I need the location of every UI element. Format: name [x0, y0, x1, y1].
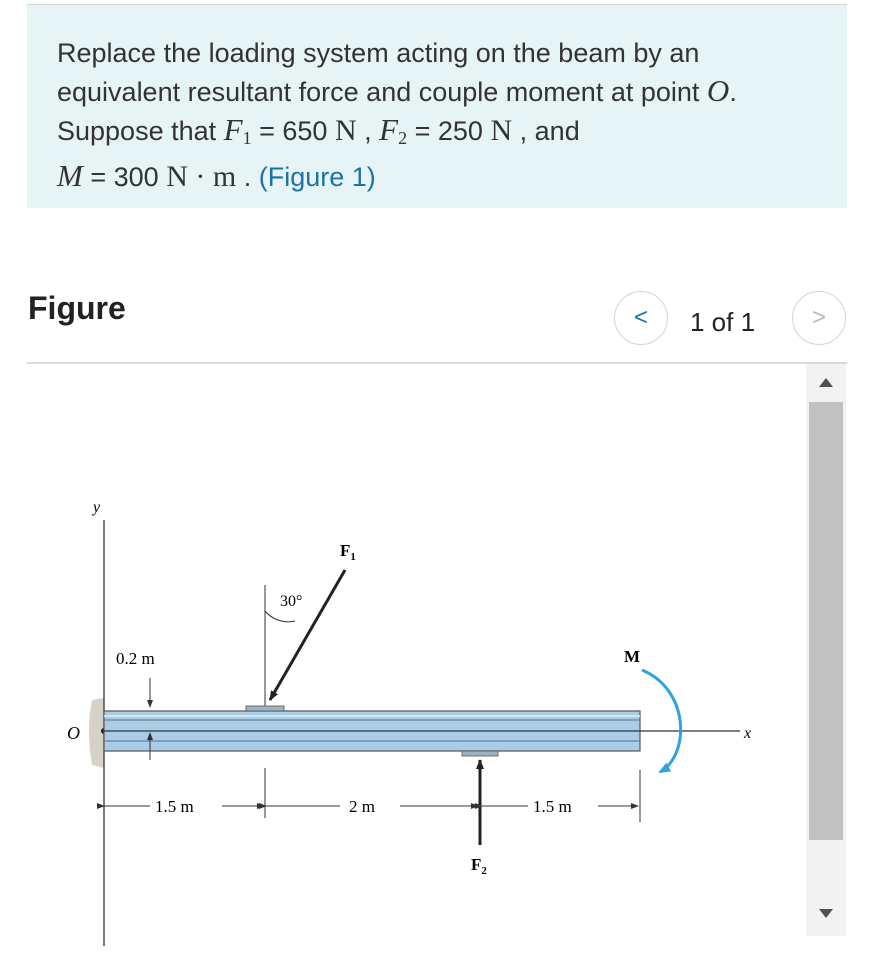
- dim-2m: 2 m: [349, 797, 375, 816]
- angle-label: 30°: [280, 593, 303, 610]
- f1-value: = 650: [259, 116, 328, 146]
- dim-0-2m: 0.2 m: [116, 649, 155, 668]
- page-count: 1 of 1: [690, 307, 756, 337]
- angle-arc: [265, 611, 295, 622]
- m-value: = 300: [90, 162, 159, 192]
- x-axis-label: x: [744, 725, 752, 742]
- y-axis-label: y: [93, 499, 101, 516]
- figure-title: Figure: [28, 290, 126, 326]
- problem-line-1: Replace the loading system acting on the beam by an: [57, 38, 700, 68]
- figure-link[interactable]: Figure 1: [267, 162, 367, 192]
- chevron-left-icon: <: [633, 304, 648, 331]
- moment-arrow: [642, 670, 681, 772]
- f2-bearing-plate: [462, 751, 498, 756]
- dim-1-5m-left: 1.5 m: [155, 797, 194, 816]
- wall-support: [89, 698, 104, 768]
- moment-label: M: [624, 647, 641, 666]
- f1-bearing-plate: [246, 706, 284, 711]
- f1-force-arrow: [270, 570, 345, 700]
- problem-text: Replace the loading system acting on the beam by an equivalent resultant force and couple moment at point O. Suppose that $F_1 = 650$ N , $F_2 = 250$ N , and M = 300 N · m . (Figure 1): [57, 38, 737, 193]
- f2-label: $F_2$: [471, 855, 487, 877]
- f2-value: = 250: [414, 116, 483, 146]
- chevron-right-icon: >: [811, 304, 826, 331]
- f1-label: $F_1$: [340, 541, 356, 563]
- dim-1-5m-right: 1.5 m: [533, 797, 572, 816]
- point-o: O: [706, 73, 730, 108]
- origin-label: O: [67, 723, 80, 743]
